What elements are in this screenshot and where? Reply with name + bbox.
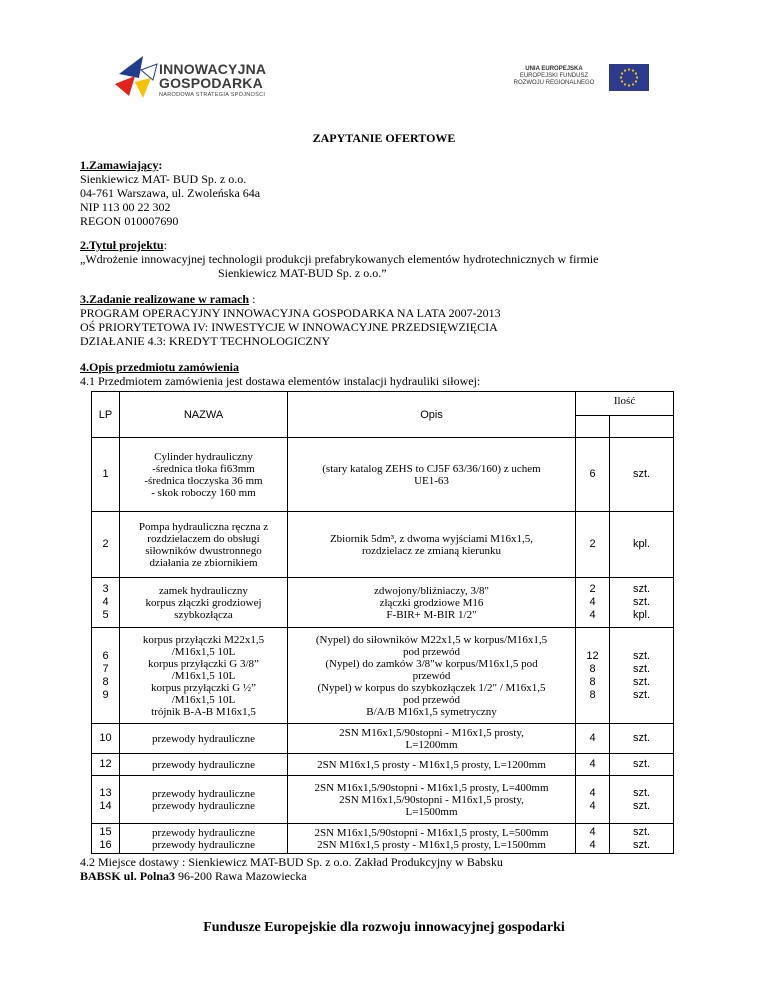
cell-nazwa: [120, 724, 288, 754]
eu-logo-line1: UNIA EUROPEJSKA: [525, 66, 583, 72]
nazwa-line: przewody hydrauliczne: [152, 787, 255, 800]
cell-qty: [576, 512, 610, 578]
innowacyjna-gospodarka-emblem-icon: [113, 48, 165, 100]
section-opis: [80, 360, 480, 388]
lp-line: 7: [102, 662, 109, 675]
eu-star-icon: [628, 84, 630, 86]
qty-line: 4: [589, 786, 596, 799]
cell-nazwa: [120, 578, 288, 628]
opis-line: L=1500mm: [405, 805, 458, 818]
nazwa-line: szybkozłącza: [174, 608, 233, 621]
cell-opis: [288, 578, 576, 628]
cell-nazwa: [120, 776, 288, 824]
cell-unit: [610, 724, 674, 754]
cell-unit: [610, 438, 674, 512]
unit-line: szt.: [632, 825, 651, 838]
cell-opis: [288, 824, 576, 854]
logo-text-line3: NARODOWA STRATEGIA SPÓJNOŚCI: [159, 92, 266, 98]
opis-line: (stary katalog ZEHS to CJ5F 63/36/160) z uchem: [322, 462, 541, 475]
header-lp: LP: [92, 392, 120, 438]
unit-line: szt.: [632, 758, 651, 770]
unit-line: szt.: [632, 468, 651, 480]
opis-line: B/A/B M16x1,5 symetryczny: [366, 705, 497, 718]
nazwa-line: - skok roboczy 160 mm: [151, 486, 256, 499]
opis-line: przewód: [412, 669, 451, 682]
cell-qty: [576, 578, 610, 628]
innowacyjna-gospodarka-logo: [113, 48, 283, 100]
zadanie-line: PROGRAM OPERACYJNY INNOWACYJNA GOSPODARKA NA LATA 2007-2013: [80, 306, 501, 320]
cell-opis: [288, 724, 576, 754]
eu-star-icon: [635, 72, 637, 74]
nazwa-line: korpus złączki grodziowej: [145, 596, 262, 609]
header-nazwa: NAZWA: [120, 392, 288, 438]
table-row: [92, 578, 674, 628]
eu-star-icon: [635, 80, 637, 82]
unit-line: szt.: [632, 838, 651, 851]
opis-line: złączki grodziowe M16: [379, 596, 484, 609]
eu-star-icon: [628, 68, 630, 70]
eu-flag-icon: [609, 64, 649, 91]
opis-line: L=1200mm: [405, 738, 458, 751]
eu-star-icon: [624, 69, 626, 71]
cell-lp: [92, 438, 120, 512]
dostawa-line1: 4.2 Miejsce dostawy : Sienkiewicz MAT-BUD Sp. z o.o. Zakład Produkcyjny w Babsku: [80, 855, 503, 869]
qty-line: 4: [589, 758, 596, 770]
nazwa-line: rozdzielaczem do obsługi: [147, 532, 260, 545]
lp-line: 1: [102, 468, 109, 480]
qty-line: 4: [589, 825, 596, 838]
cell-lp: [92, 578, 120, 628]
table-row: [92, 628, 674, 724]
projekt-title-line2: Sienkiewicz MAT-BUD Sp. z o.o.”: [218, 266, 387, 280]
header-ilosc: Ilość: [576, 392, 674, 416]
logo-text-line2: GOSPODARKA: [159, 75, 263, 91]
nazwa-line: Pompa hydrauliczna ręczna z: [138, 520, 269, 533]
nazwa-line: korpus przyłączki G 3/8”: [148, 657, 259, 670]
nazwa-line: działania ze zbiornikiem: [149, 556, 258, 569]
eu-star-icon: [624, 83, 626, 85]
items-table: [91, 391, 674, 854]
opis-line: 2SN M16x1,5/90stopni - M16x1,5 prosty,: [339, 793, 524, 806]
cell-unit: [610, 754, 674, 776]
lp-line: 3: [102, 583, 109, 595]
eu-star-icon: [632, 69, 634, 71]
eu-fund-logo: [505, 62, 651, 96]
lp-line: 8: [102, 675, 109, 688]
zamawiajacy-line: REGON 010007690: [80, 214, 179, 228]
unit-line: kpl.: [632, 609, 651, 621]
section-1-heading: 1.Zamawiający: [80, 158, 159, 172]
nazwa-line: -średnica tłoka fi63mm: [152, 462, 255, 475]
cell-opis: [288, 512, 576, 578]
section-2-heading: 2.Tytuł projektu: [80, 238, 164, 252]
unit-line: szt.: [632, 799, 651, 812]
nazwa-line: przewody hydrauliczne: [152, 838, 255, 851]
cell-nazwa: [120, 754, 288, 776]
cell-lp: [92, 724, 120, 754]
qty-line: 4: [589, 838, 596, 851]
zadanie-line: DZIAŁANIE 4.3: KREDYT TECHNOLOGICZNY: [80, 334, 331, 348]
unit-line: szt.: [632, 583, 651, 595]
opis-line: rozdzielacz ze zmianą kierunku: [362, 544, 501, 557]
zamawiajacy-line: Sienkiewicz MAT- BUD Sp. z o.o.: [80, 172, 247, 186]
unit-line: szt.: [632, 688, 651, 701]
document-title: ZAPYTANIE OFERTOWE: [312, 131, 456, 145]
section-3-heading: 3.Zadanie realizowane w ramach: [80, 292, 250, 306]
cell-lp: [92, 824, 120, 854]
cell-lp: [92, 512, 120, 578]
nazwa-line: przewody hydrauliczne: [152, 826, 255, 839]
zadanie-line: OŚ PRIORYTETOWA IV: INWESTYCJE W INNOWACYJNE PRZEDSIĘWZIĘCIA: [80, 320, 498, 334]
cell-qty: [576, 438, 610, 512]
nazwa-line: przewody hydrauliczne: [152, 799, 255, 812]
cell-nazwa: [120, 512, 288, 578]
lp-line: 5: [102, 609, 109, 621]
eu-logo-text: [509, 66, 599, 87]
qty-line: 4: [589, 799, 596, 812]
opis-line: zdwojony/bliźniaczy, 3/8": [374, 584, 489, 597]
section-zamawiajacy: [80, 158, 260, 228]
unit-line: szt.: [632, 662, 651, 675]
nazwa-line: Cylinder hydrauliczny: [154, 450, 253, 463]
table-row: [92, 512, 674, 578]
lp-line: 15: [99, 825, 112, 838]
eu-star-icon: [621, 80, 623, 82]
section-zadanie: [80, 292, 501, 348]
cell-qty: [576, 776, 610, 824]
table-row: [92, 824, 674, 854]
nazwa-line: przewody hydrauliczne: [152, 758, 255, 771]
nazwa-line: zamek hydrauliczny: [159, 584, 248, 597]
table-row: [92, 776, 674, 824]
cell-unit: [610, 824, 674, 854]
opis-line: 2SN M16x1,5/90stopni - M16x1,5 prosty, L=500mm: [314, 826, 549, 839]
qty-line: 8: [589, 688, 596, 701]
opis-line: (Nypel) do zamków 3/8"w korpus/M16x1,5 pod: [325, 657, 538, 670]
qty-line: 6: [589, 468, 596, 480]
eu-star-icon: [636, 76, 638, 78]
cell-unit: [610, 776, 674, 824]
eu-star-icon: [621, 72, 623, 74]
dostawa-address-rest: 96-200 Rawa Mazowiecka: [175, 869, 307, 883]
projekt-title-line1: „Wdrożenie innowacyjnej technologii produkcji prefabrykowanych elementów hydrotechnicznych w firmie: [80, 252, 599, 266]
opis-line: 2SN M16x1,5 prosty - M16x1,5 prosty, L=1500mm: [317, 838, 546, 851]
cell-unit: [610, 628, 674, 724]
section-1-heading-suffix: :: [158, 158, 163, 172]
cell-qty: [576, 724, 610, 754]
opis-line: 2SN M16x1,5/90stopni - M16x1,5 prosty,: [339, 726, 524, 739]
lp-line: 6: [102, 649, 109, 662]
cell-qty: [576, 824, 610, 854]
lp-line: 14: [99, 799, 112, 812]
qty-line: 8: [589, 675, 596, 688]
qty-line: 4: [589, 596, 596, 608]
cell-lp: [92, 628, 120, 724]
unit-line: szt.: [632, 649, 651, 662]
qty-line: 4: [589, 609, 596, 621]
section-4-heading: 4.Opis przedmiotu zamówienia: [80, 360, 239, 374]
nazwa-line: trójnik B-A-B M16x1,5: [151, 705, 256, 718]
cell-nazwa: [120, 628, 288, 724]
qty-line: 8: [589, 662, 596, 675]
nazwa-line: przewody hydrauliczne: [152, 732, 255, 745]
cell-unit: [610, 512, 674, 578]
nazwa-line: korpus przyłączki G ½”: [150, 681, 257, 694]
opis-line: Zbiornik 5dm³, z dwoma wyjściami M16x1,5,: [329, 532, 534, 545]
cell-lp: [92, 776, 120, 824]
header-opis: Opis: [288, 392, 576, 438]
lp-line: 9: [102, 688, 109, 701]
table-row: [92, 438, 674, 512]
table-header-row: [92, 392, 674, 416]
opis-line: (Nypel) do siłowników M22x1,5 w korpus/M16x1,5: [315, 633, 548, 646]
eu-star-icon: [632, 83, 634, 85]
zamawiajacy-line: 04-761 Warszawa, ul. Zwoleńska 64a: [80, 186, 261, 200]
section-projekt: [80, 238, 598, 280]
unit-line: szt.: [632, 675, 651, 688]
nazwa-line: korpus przyłączki M22x1,5: [142, 633, 265, 646]
opis-line: pod przewód: [402, 693, 461, 706]
opis-line: F-BIR+ M-BIR 1/2": [386, 608, 477, 621]
qty-line: 2: [589, 538, 596, 550]
qty-line: 4: [589, 732, 596, 744]
unit-line: szt.: [632, 786, 651, 799]
nazwa-line: /M16x1,5 10L: [171, 669, 236, 682]
cell-lp: [92, 754, 120, 776]
cell-opis: [288, 628, 576, 724]
zamawiajacy-line: NIP 113 00 22 302: [80, 200, 171, 214]
lp-line: 12: [99, 758, 112, 770]
eu-star-icon: [620, 76, 622, 78]
lp-line: 16: [99, 838, 112, 851]
unit-line: szt.: [632, 596, 651, 608]
opis-line: 2SN M16x1,5/90stopni - M16x1,5 prosty, L=400mm: [314, 781, 549, 794]
unit-line: szt.: [632, 732, 651, 744]
cell-opis: [288, 776, 576, 824]
nazwa-line: siłowników dwustronnego: [145, 544, 262, 557]
nazwa-line: -średnica tłoczyska 36 mm: [144, 474, 263, 487]
lp-line: 13: [99, 786, 112, 799]
opis-line: (Nypel) w korpus do szybkozłączek 1/2" / M16x1,5: [317, 681, 546, 694]
lp-line: 4: [102, 596, 109, 608]
cell-qty: [576, 754, 610, 776]
table-row: [92, 724, 674, 754]
lp-line: 2: [102, 538, 109, 550]
eu-logo-line3: ROZWOJU REGIONALNEGO: [513, 80, 595, 86]
qty-line: 12: [586, 649, 599, 662]
opis-line: 2SN M16x1,5 prosty - M16x1,5 prosty, L=1200mm: [317, 758, 546, 771]
opis-line1: 4.1 Przedmiotem zamówienia jest dostawa elementów instalacji hydrauliki siłowej:: [80, 374, 481, 388]
cell-opis: [288, 754, 576, 776]
cell-opis: [288, 438, 576, 512]
lp-line: 10: [99, 732, 112, 744]
eu-logo-line2: EUROPEJSKI FUNDUSZ: [519, 73, 589, 79]
qty-line: 2: [589, 583, 596, 595]
unit-line: kpl.: [632, 538, 651, 550]
opis-line: UE1-63: [414, 474, 449, 487]
cell-qty: [576, 628, 610, 724]
section-2-heading-suffix: :: [163, 238, 167, 252]
nazwa-line: /M16x1,5 10L: [171, 645, 236, 658]
footer-slogan: Fundusze Europejskie dla rozwoju innowacyjnej gospodarki: [203, 920, 565, 935]
cell-unit: [610, 578, 674, 628]
table-row: [92, 754, 674, 776]
dostawa-address-bold: BABSK ul. Polna3: [80, 869, 176, 883]
logo-text-line1: INNOWACYJNA: [159, 61, 267, 77]
cell-nazwa: [120, 438, 288, 512]
cell-nazwa: [120, 824, 288, 854]
opis-line: pod przewód: [402, 645, 461, 658]
section-dostawa: [80, 855, 503, 883]
section-3-heading-suffix: :: [249, 292, 256, 306]
nazwa-line: /M16x1,5 10L: [171, 693, 236, 706]
